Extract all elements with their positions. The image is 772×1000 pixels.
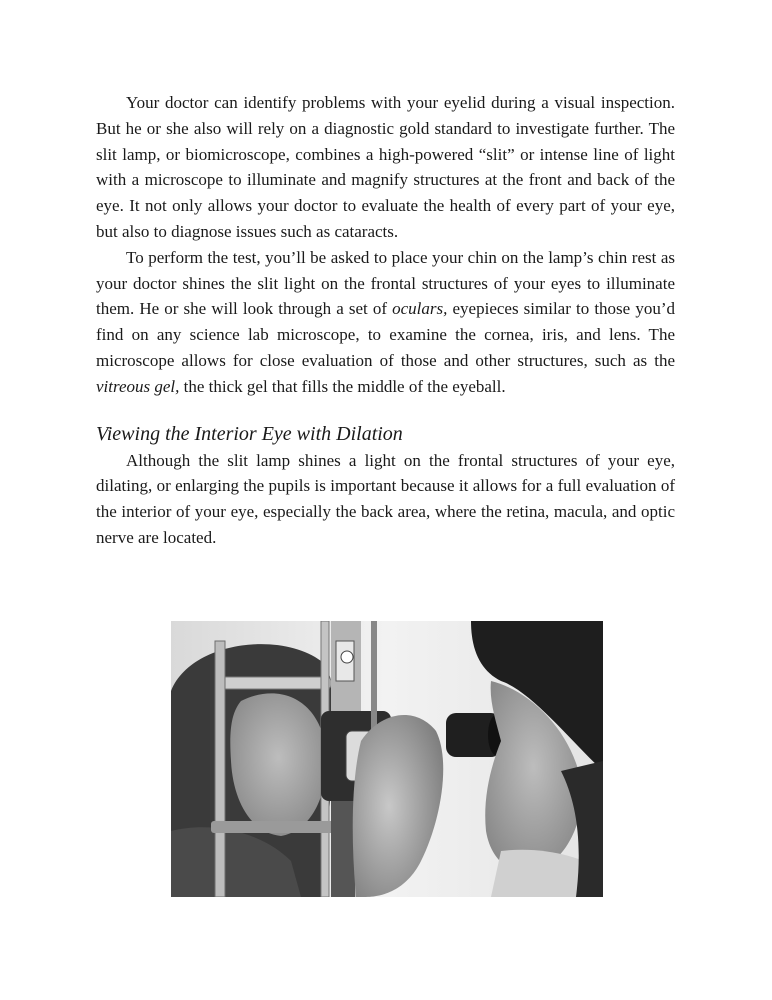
paragraph-text: eyepieces similar to those you’d find on any science lab microscope, to examine the cornea, iris, and lens. The microscope allows for close evaluation of those and other structures, such as the [96,299,675,370]
slit-lamp-exam-photo [171,621,603,897]
body-text [96,90,675,551]
photo-illustration [171,621,603,897]
section-heading: Viewing the Interior Eye with Dilation [96,422,403,445]
paragraph-dilation: Although the slit lamp shines a light on the frontal structures of your eye, dilating, or enlarging the pupils is important because it allows for a full evaluation of the interior of your eye, especially the back area, where the retina, macula, and optic nerve are located. [96,450,675,547]
paragraph-slit-lamp-intro: Your doctor can identify problems with your eyelid during a visual inspection. But he or she also will rely on a diagnostic gold standard to investigate further. The slit lamp, or biomicroscope, combines a high-powered “slit” or intense line of light with a microscope to illuminate and magnify structures at the front and back of the eye. It not only allows your doctor to evaluate the health of every part of your eye, but also to diagnose issues such as cataracts. [96,93,675,241]
term-oculars: oculars, [392,299,448,319]
term-vitreous-gel: vitreous gel, [96,376,180,396]
paragraph-test-procedure [96,245,675,400]
paragraph-text: To perform the test, you’ll be asked to place your chin on the lamp’s chin rest as your doctor shines the slit light on the frontal structures of your eyes to illuminate them. He or she will look through a set of [96,247,675,319]
paragraph-text: the thick gel that fills the middle of the eyeball. [179,376,506,396]
